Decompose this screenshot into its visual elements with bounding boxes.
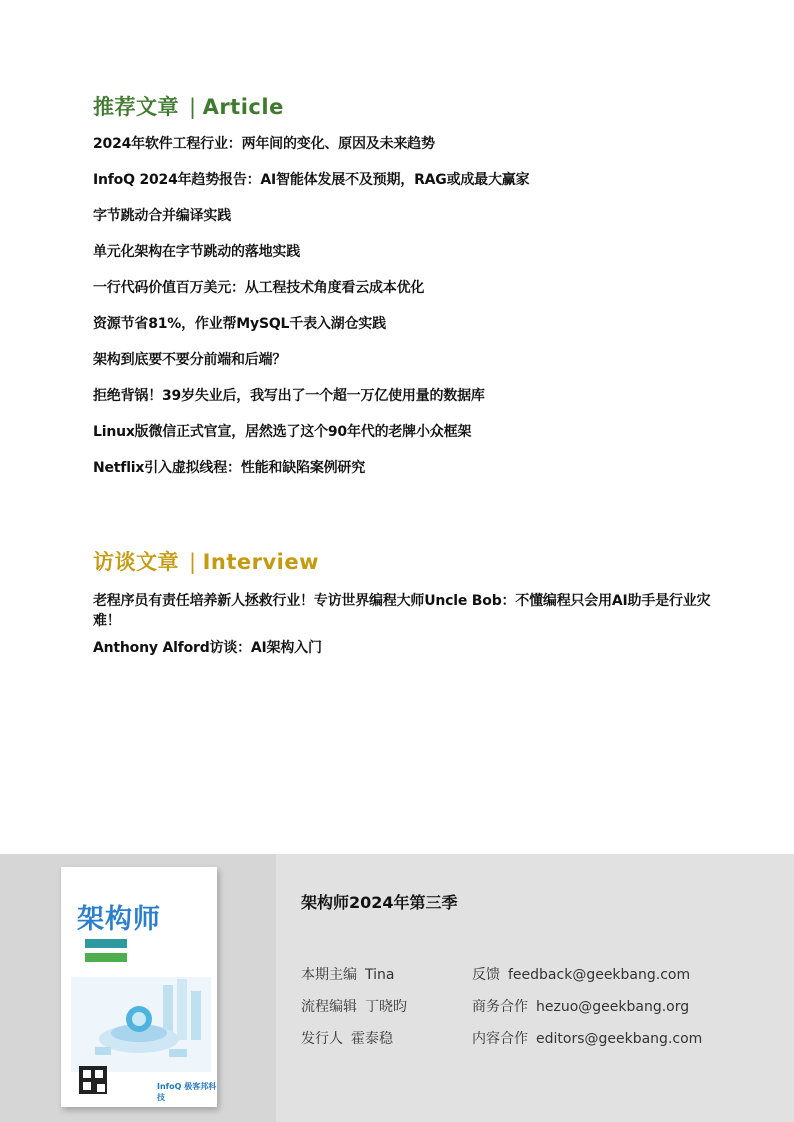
article-link[interactable]: 单元化架构在字节跳动的落地实践 <box>93 244 300 260</box>
contact-label: 内容合作 <box>472 1031 528 1047</box>
interview-link[interactable]: Anthony Alford访谈：AI架构入门 <box>93 640 322 656</box>
cover-logo: 架构师 <box>77 904 161 935</box>
article-section-title <box>93 91 284 121</box>
issue-title: 架构师2024年第三季 <box>301 893 458 912</box>
contact-row <box>472 1030 702 1062</box>
credit-value: 霍泰稳 <box>351 1031 393 1047</box>
staff-credits <box>301 966 407 1062</box>
contact-row <box>472 998 702 1030</box>
credit-row <box>301 998 407 1030</box>
article-link[interactable]: 拒绝背锅！39岁失业后，我写出了一个超一万亿使用量的数据库 <box>93 388 485 404</box>
title-separator: | <box>189 550 197 574</box>
article-list <box>93 135 733 495</box>
article-link[interactable]: 一行代码价值百万美元：从工程技术角度看云成本优化 <box>93 280 425 296</box>
article-link[interactable]: 2024年软件工程行业：两年间的变化、原因及未来趋势 <box>93 136 435 152</box>
article-link[interactable]: 架构到底要不要分前端和后端？ <box>93 352 287 368</box>
magazine-cover-image <box>61 867 217 1107</box>
footer <box>0 854 794 1122</box>
cover-tag <box>85 953 127 962</box>
interview-list <box>93 591 733 669</box>
credit-value: 丁晓昀 <box>365 999 407 1015</box>
article-link[interactable]: 资源节省81%，作业帮MySQL千表入湖仓实践 <box>93 316 386 332</box>
qr-code-icon <box>79 1066 107 1094</box>
credit-label: 本期主编 <box>301 967 357 983</box>
interview-link[interactable]: 老程序员有责任培养新人拯救行业！专访世界编程大师Uncle Bob：不懂编程只会用AI助手是行业灾难！ <box>93 593 711 629</box>
article-title-cn: 推荐文章 <box>93 95 179 119</box>
credit-row <box>301 1030 407 1062</box>
article-link[interactable]: 字节跳动合并编译实践 <box>93 208 231 224</box>
cover-illustration <box>71 977 211 1072</box>
cover-tag <box>85 939 127 948</box>
credit-row <box>301 966 407 998</box>
credit-label: 发行人 <box>301 1031 343 1047</box>
interview-title-cn: 访谈文章 <box>93 550 179 574</box>
contact-credits <box>472 966 702 1062</box>
cover-brand: InfoQ 极客邦科技 <box>157 1082 217 1102</box>
contact-label: 反馈 <box>472 967 500 983</box>
contact-label: 商务合作 <box>472 999 528 1015</box>
article-link[interactable]: Netflix引入虚拟线程：性能和缺陷案例研究 <box>93 460 366 476</box>
credit-label: 流程编辑 <box>301 999 357 1015</box>
contact-row <box>472 966 702 998</box>
article-link[interactable]: Linux版微信正式官宣，居然选了这个90年代的老牌小众框架 <box>93 424 472 440</box>
contact-email[interactable]: editors@geekbang.com <box>536 1031 703 1047</box>
cover-panel <box>0 854 276 1122</box>
article-title-en: Article <box>202 95 284 119</box>
credit-value: Tina <box>365 967 395 983</box>
contact-email[interactable]: hezuo@geekbang.org <box>536 999 690 1015</box>
title-separator: | <box>189 95 197 119</box>
contact-email[interactable]: feedback@geekbang.com <box>508 967 691 983</box>
article-link[interactable]: InfoQ 2024年趋势报告：AI智能体发展不及预期，RAG或成最大赢家 <box>93 172 530 188</box>
interview-title-en: Interview <box>202 550 320 574</box>
interview-section-title <box>93 546 319 576</box>
